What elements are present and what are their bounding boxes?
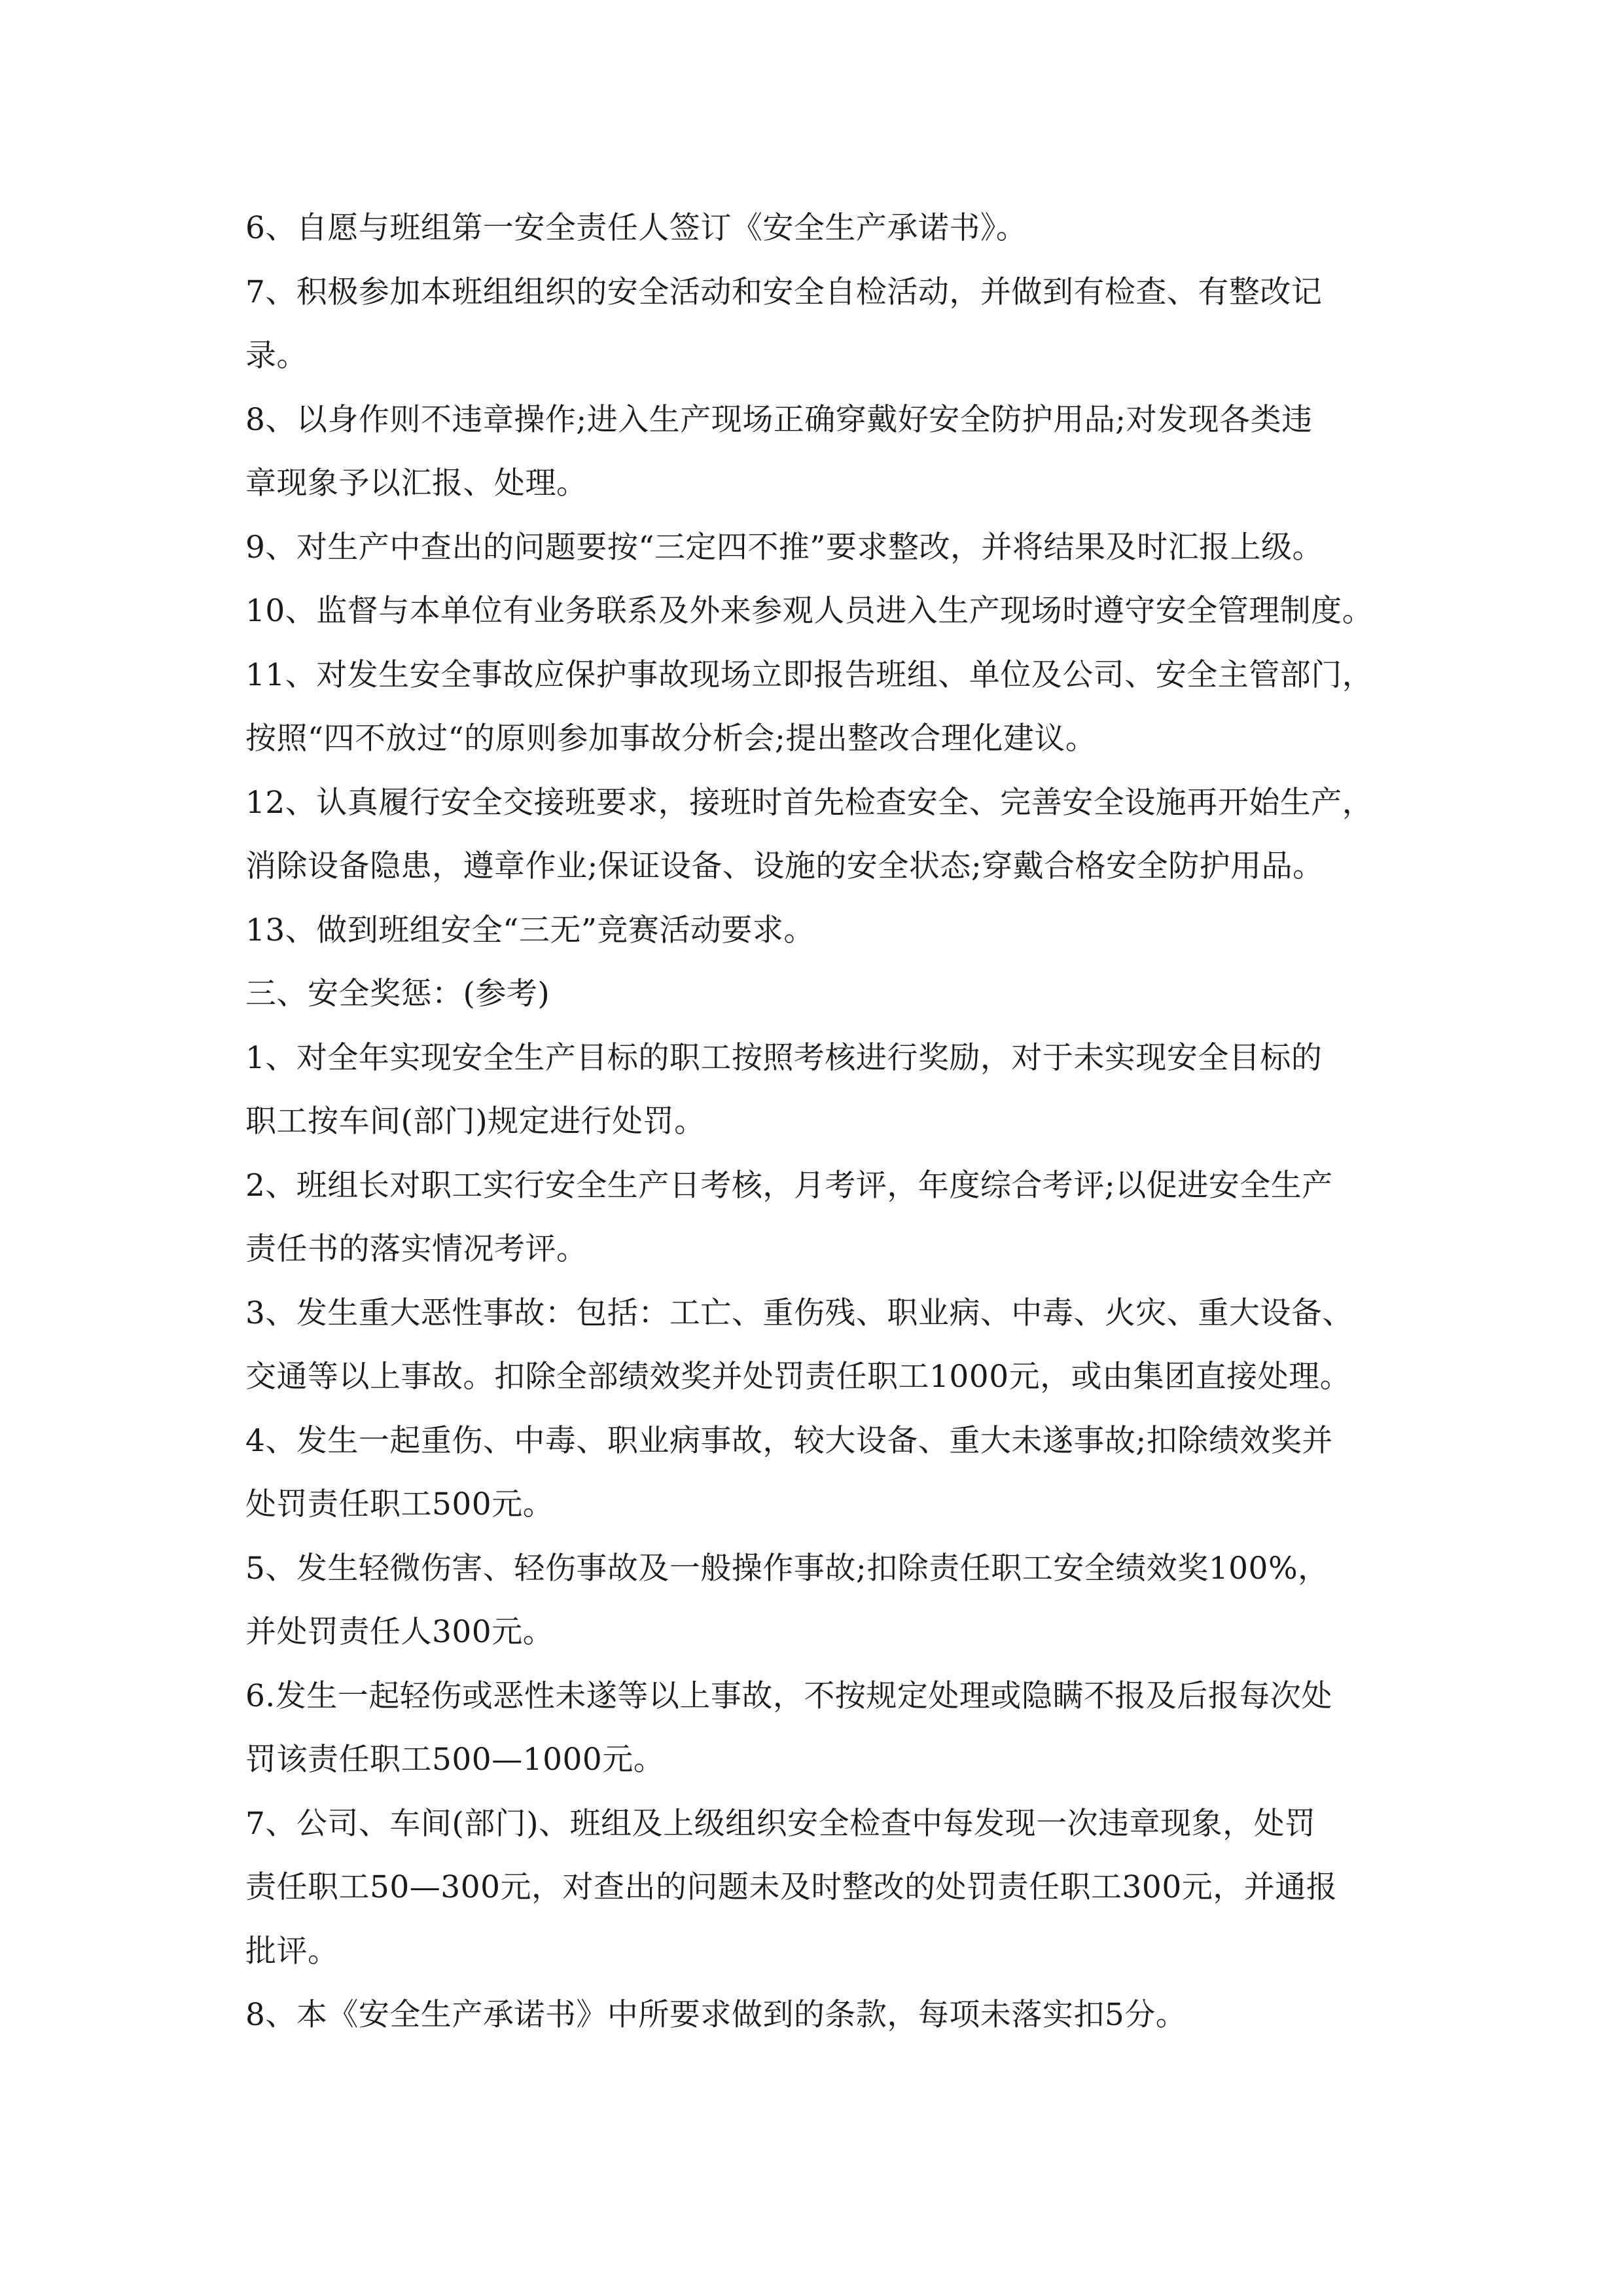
text-line: 8、以身作则不违章操作;进入生产现场正确穿戴好安全防护用品;对发现各类违	[245, 401, 1313, 438]
text-line: 4、发生一起重伤、中毒、职业病事故，较大设备、重大未遂事故;扣除绩效奖并	[245, 1422, 1333, 1459]
text-line: 责任书的落实情况考评。	[245, 1231, 588, 1267]
document-body	[245, 196, 1404, 2047]
text-line: 10、监督与本单位有业务联系及外来参观人员进入生产现场时遵守安全管理制度。	[245, 593, 1374, 629]
text-line: 5、发生轻微伤害、轻伤事故及一般操作事故;扣除责任职工安全绩效奖100%，	[245, 1550, 1329, 1587]
text-line: 8、本《安全生产承诺书》中所要求做到的条款，每项未落实扣5分。	[245, 1997, 1187, 2033]
text-line: 11、对发生安全事故应保护事故现场立即报告班组、单位及公司、安全主管部门，	[245, 656, 1374, 693]
text-line: 12、认真履行安全交接班要求，接班时首先检查安全、完善安全设施再开始生产，	[245, 784, 1374, 821]
text-line: 3、发生重大恶性事故：包括：工亡、重伤残、职业病、中毒、火灾、重大设备、	[245, 1295, 1353, 1331]
text-line: 并处罚责任人300元。	[245, 1614, 554, 1650]
text-line: 处罚责任职工500元。	[245, 1486, 554, 1522]
text-line: 批评。	[245, 1933, 339, 1969]
text-line: 章现象予以汇报、处理。	[245, 465, 588, 501]
section-heading: 三、安全奖惩：(参考)	[245, 976, 550, 1012]
text-line: 2、班组长对职工实行安全生产日考核，月考评，年度综合考评;以促进安全生产	[245, 1167, 1333, 1204]
text-line: 录。	[245, 338, 308, 374]
text-line: 交通等以上事故。扣除全部绩效奖并处罚责任职工1000元，或由集团直接处理。	[245, 1359, 1351, 1395]
text-line: 7、公司、车间(部门)、班组及上级组织安全检查中每发现一次违章现象，处罚	[245, 1805, 1316, 1842]
text-line: 9、对生产中查出的问题要按“三定四不推”要求整改，并将结果及时汇报上级。	[245, 529, 1323, 565]
text-line: 职工按车间(部门)规定进行处罚。	[245, 1103, 705, 1139]
text-line: 按照“四不放过“的原则参加事故分析会;提出整改合理化建议。	[245, 721, 1097, 757]
text-line: 7、积极参加本班组组织的安全活动和安全自检活动，并做到有检查、有整改记	[245, 274, 1323, 310]
text-line: 责任职工50—300元，对查出的问题未及时整改的处罚责任职工300元，并通报	[245, 1869, 1338, 1905]
text-line: 13、做到班组安全“三无”竞赛活动要求。	[245, 912, 815, 948]
text-line: 6、自愿与班组第一安全责任人签订《安全生产承诺书》。	[245, 210, 1027, 246]
text-line: 1、对全年实现安全生产目标的职工按照考核进行奖励，对于未实现安全目标的	[245, 1039, 1323, 1076]
text-line: 6.发生一起轻伤或恶性未遂等以上事故，不按规定处理或隐瞒不报及后报每次处	[245, 1677, 1332, 1714]
text-line: 消除设备隐患，遵章作业;保证设备、设施的安全状态;穿戴合格安全防护用品。	[245, 848, 1324, 884]
text-line: 罚该责任职工500—1000元。	[245, 1742, 665, 1778]
